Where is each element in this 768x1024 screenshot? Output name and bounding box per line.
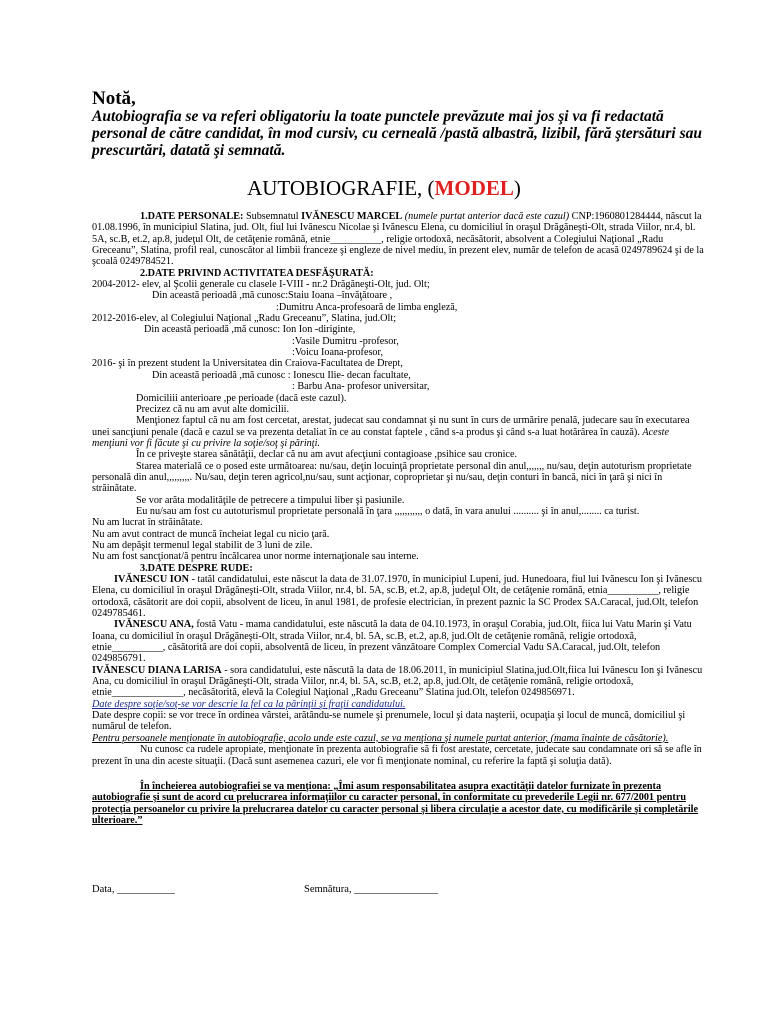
criminal-record-text: Menţionez faptul că nu am fost cercetat, arestat, judecat sau condamnat şi nu sunt în curs de urmărire penală, judecare sau în executarea unei sancţiuni penale (dacă e cazul se va prezenta detaliat în ce au constat faptele , când s-a produs şi când s-a luat hotărârea în cauză). bbox=[92, 415, 690, 438]
car-travel-paragraph: Eu nu/sau am fost cu autoturismul proprietate personală în ţara ,,,,,,,,,,, o dată, în vara anului .......... şi în anul,........ ca turist. bbox=[136, 505, 640, 517]
nota-title: Notă, bbox=[92, 88, 136, 109]
activity-line: Din această perioadă ,mă cunosc : Ionescu Ilie- decan facultate, bbox=[152, 369, 411, 381]
relative-name: IVĂNESCU DIANA LARISA bbox=[92, 664, 222, 676]
former-name-note: (numele purtat anterior dacă este cazul) bbox=[402, 211, 570, 222]
abroad-line: Nu am fost sancţionat/ă pentru încălcarea unor norme internaţionale sau interne. bbox=[92, 551, 419, 563]
abroad-line: Nu am depăşit termenul legal stabilit de 3 luni de zile. bbox=[92, 539, 313, 551]
relative-sister bbox=[92, 665, 704, 699]
relative-text: fostă Vatu - mama candidatului, este născută la data de 04.10.1973, în oraşul Corabia, jud.Olt, fiica lui Vatu Marin şi Vatu Ioana, cu domiciliul în oraşul Drăgăneşti-Olt, strada Viilor, nr.4, bl. 5A, sc.B, et.2, ap.8, jud.Olt de cetăţenie română, religie ortodoxă, etnie__________, căsătorită are doi copii, absolventă de liceu, în prezent vânzătoare Complex Comercial Vadu SA.Caracal, jud.Olt, telefon 0249856791. bbox=[92, 619, 692, 665]
material-paragraph: Starea materială ce o posed este următoarea: nu/sau, deţin locuinţă proprietate personal din anul,,,,,,, nu/sau, deţin autoturism proprietate personală din anul,,,,,,,,,. Nu/sau, deţin teren agricol,nu/sau, sunt acţionar, coproprietar şi nu/sau, deţin conturi în bancă, nici în ţară şi nici în străinătate. bbox=[92, 460, 692, 495]
activity-line: Domiciliii anterioare ,pe perioade (dacă este cazul). bbox=[136, 392, 347, 404]
activity-line: Precizez că nu am avut alte domicilii. bbox=[136, 403, 290, 415]
title-model: MODEL bbox=[434, 176, 514, 200]
relatives-record-paragraph: Nu cunosc ca rudele apropiate, menţionate în prezenta autobiografie să fi fost arestate, cercetate, judecate sau condamnate ori să se afle în prezent în una din aceste situaţii. (Dacă sunt asemenea cazuri, ele vor fi menţionate nominal, cu referire la faptă şi soluţia dată). bbox=[92, 744, 702, 767]
activity-line: 2012-2016-elev, al Colegiului Naţional „Radu Greceanu”, Slatina, jud.Olt; bbox=[92, 313, 397, 325]
criminal-record-paragraph bbox=[92, 415, 704, 449]
activity-line: Din această perioadă ,mă cunosc: Ion Ion -diriginte, bbox=[144, 324, 356, 336]
relative-name: IVĂNESCU ION bbox=[114, 574, 190, 585]
relative-name: IVĂNESCU ANA, bbox=[114, 619, 194, 631]
section-3-heading: 3.DATE DESPRE RUDE: bbox=[140, 562, 253, 574]
former-names-note: Pentru persoanele menţionate în autobiografie, acolo unde este cazul, se va menţiona şi numele purtat anterior, (mama înainte de căsătorie). bbox=[92, 732, 669, 744]
title-prefix: AUTOBIOGRAFIE, ( bbox=[247, 176, 435, 200]
criminal-record-note: Aceste menţiuni vor fi făcute şi cu privire la soţie/soţ şi părinţi. bbox=[92, 426, 670, 449]
closing-statement: În încheierea autobiografiei se va menţiona: „Îmi asum responsabilitatea asupra exactităţii datelor furnizate în prezenta autobiografie şi sunt de acord cu prelucrarea informaţiilor cu caracter personal, în conformitate cu prevederile Legii nr. 677/2001 pentru protecţia persoanelor cu privire la prelucrarea datelor cu caracter personal şi libera circulaţie a acestor date, cu modificările şi completările ulterioare.” bbox=[92, 780, 699, 826]
relative-father bbox=[92, 574, 704, 619]
leisure-paragraph: Se vor arăta modalităţile de petrecere a timpului liber şi pasiunile. bbox=[136, 494, 405, 506]
document-body bbox=[92, 211, 704, 826]
activity-line: 2004-2012- elev, al Şcolii generale cu clasele I-VIII - nr.2 Drăgăneşti-Olt, jud. Olt; bbox=[92, 279, 430, 291]
health-paragraph: În ce priveşte starea sănătăţii, declar că nu am avut afecţiuni contagioase ,psihice sau cronice. bbox=[136, 449, 518, 461]
title-suffix: ) bbox=[513, 176, 521, 200]
section-2-heading: 2.DATE PRIVIND ACTIVITATEA DESFĂŞURATĂ: bbox=[140, 267, 374, 279]
activity-line: :Vasile Dumitru -profesor, bbox=[292, 335, 399, 347]
activity-line: : Barbu Ana- profesor universitar, bbox=[292, 381, 430, 393]
document-title bbox=[0, 176, 768, 201]
relative-text: - sora candidatului, este născută la data de 18.06.2011, în municipiul Slatina,jud.Olt,fiica lui Ivănescu Ion şi Ivănescu Ana, cu domiciliul în oraşul Drăgăneşti-Olt, strada Viilor, nr.4, bl. 5A, sc.B, et.2, ap.8, jud.Olt, de cetăţenie română, religie ortodoxă, etnie______________, necăsătorită, elevă la Colegiul Naţional „Radu Greceanu” Slatina jud.Olt, telefon 0249856971. bbox=[92, 664, 703, 699]
activity-line: 2016- şi în prezent student la Universitatea din Craiova-Facultatea de Drept, bbox=[92, 358, 403, 370]
signature-field: Semnătura, ________________ bbox=[304, 884, 439, 895]
nota-text: Autobiografia se va referi obligatoriu la toate punctele prevăzute mai jos şi va fi redactată personal de către candidat, în mod cursiv, cu cerneală /pastă albastră, lizibil, fără ştersături sau prescurtări, datată şi semnată. bbox=[92, 108, 702, 159]
relative-text: - tatăl candidatului, este născut la data de 31.07.1970, în municipiul Lupeni, jud. Hunedoara, fiul lui Ivănescu Ion şi Ivănescu Elena, cu domiciliul în oraşul Drăgăneşti-Olt, strada Viilor, nr.4, bl. 5A, sc.B, et.2, ap.8, judeţul Olt, de cetăţenie română, etnia__________, religie ortodoxă, căsătorit are doi copii, absolvent de liceu, în anul 1981, de profesie electrician, în prezent paznic la SC Prodex SA.Caracal, jud.Olt, telefon 0249785461. bbox=[92, 574, 702, 620]
section-1-heading: 1.DATE PERSONALE: bbox=[140, 211, 244, 222]
children-paragraph: Date despre copii: se vor trece în ordinea vârstei, arătându-se numele şi prenumele, locul şi data naşterii, ocupaţia şi locul de muncă, domiciliul şi numărul de telefon. bbox=[92, 710, 686, 733]
spouse-note: Date despre soţie/soţ-se vor descrie la fel ca la părinţii şi fraţii candidatului. bbox=[92, 698, 406, 710]
section-1-text: CNP:1960801284444, născut la 01.08.1996, în municipiul Slatina, jud. Olt, fiul lui Ivănescu Nicolae şi Ivănescu Elena, cu domiciliul în oraşul Drăgăneşti-Olt, strada Viilor, nr.4, bl. 5A, sc.B, et.2, ap.8, judeţul Olt, de cetăţenie română, etnie__________, religie ortodoxă, necăsătorit, absolvent a Colegiului Naţional „Radu Greceanu”, Slatina, profil real, cunoscător al limbii franceze şi engleze de nivel mediu, în prezent elev, număr de telefon de acasă 0249789624 şi de la şcoală 0249784521. bbox=[92, 211, 704, 268]
activity-line: :Dumitru Anca-profesoară de limba engleză, bbox=[276, 301, 458, 313]
relative-mother bbox=[92, 619, 704, 664]
abroad-line: Nu am avut contract de muncă încheiat legal cu nicio ţară. bbox=[92, 528, 330, 540]
activity-line: Din această perioadă ,mă cunosc:Staiu Ioana –învăţătoare , bbox=[152, 290, 393, 302]
candidate-name: IVĂNESCU MARCEL bbox=[301, 211, 403, 222]
date-field: Data, ___________ bbox=[92, 884, 175, 895]
abroad-line: Nu am lucrat în străinătate. bbox=[92, 517, 203, 529]
section-1-pre: Subsemnatul bbox=[243, 211, 302, 222]
section-personal-data bbox=[92, 211, 704, 268]
activity-line: :Voicu Ioana-profesor, bbox=[292, 347, 384, 359]
